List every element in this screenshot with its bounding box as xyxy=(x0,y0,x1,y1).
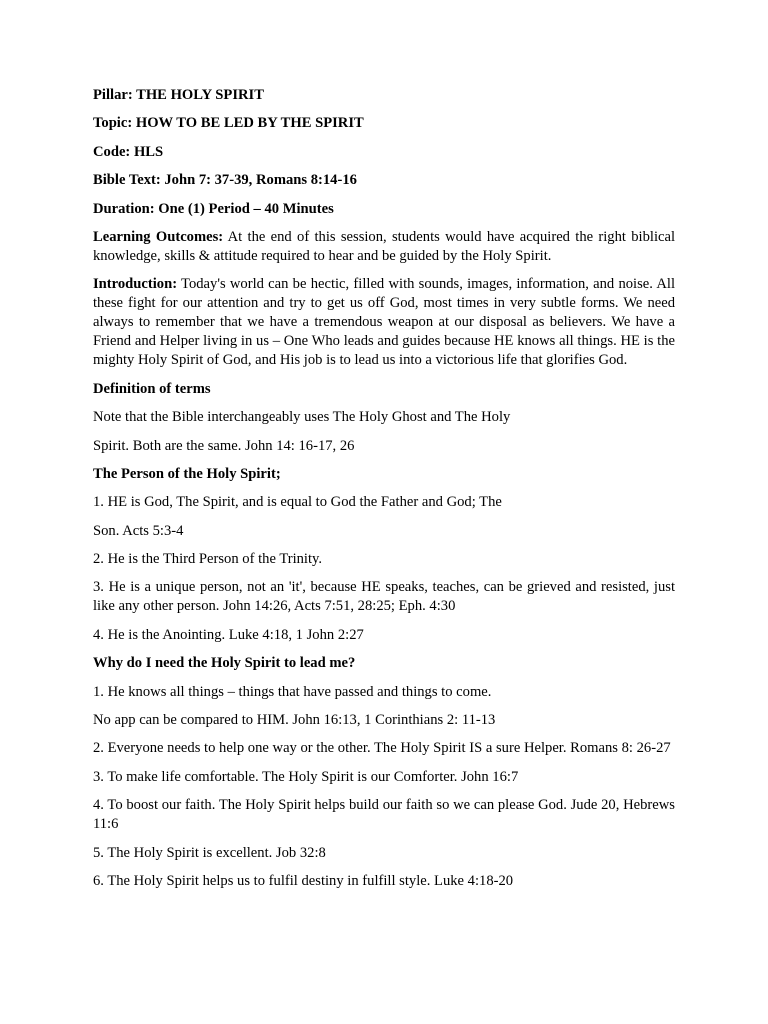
person-item-3: 3. He is a unique person, not an 'it', because HE speaks, teaches, can be grieved and resisted, just like any other person. John 14:26, Acts 7:51, 28:25; Eph. 4:30 xyxy=(93,579,675,615)
person-item-4: 4. He is the Anointing. Luke 4:18, 1 John 2:27 xyxy=(93,626,364,643)
why-item-1a: 1. He knows all things – things that have passed and things to come. xyxy=(93,683,492,700)
introduction-paragraph xyxy=(93,275,675,370)
why-heading: Why do I need the Holy Spirit to lead me? xyxy=(93,655,356,672)
introduction-label: Introduction: xyxy=(93,276,178,293)
why-item-1b: No app can be compared to HIM. John 16:13, 1 Corinthians 2: 11-13 xyxy=(93,712,496,729)
bible-text-heading: Bible Text: John 7: 37-39, Romans 8:14-16 xyxy=(93,172,357,189)
person-heading: The Person of the Holy Spirit; xyxy=(93,465,281,482)
definition-line-1: Note that the Bible interchangeably uses The Holy Ghost and The Holy xyxy=(93,409,511,426)
why-item-2: 2. Everyone needs to help one way or the other. The Holy Spirit IS a sure Helper. Romans 8: 26-27 xyxy=(93,740,671,757)
learning-outcomes-label: Learning Outcomes: xyxy=(93,228,224,245)
document-page xyxy=(93,86,675,900)
why-item-6: 6. The Holy Spirit helps us to fulfil destiny in fulfill style. Luke 4:18-20 xyxy=(93,872,514,889)
why-item-5: 5. The Holy Spirit is excellent. Job 32:8 xyxy=(93,844,326,861)
definition-heading: Definition of terms xyxy=(93,380,211,397)
topic-heading: Topic: HOW TO BE LED BY THE SPIRIT xyxy=(93,115,364,132)
duration-heading: Duration: One (1) Period – 40 Minutes xyxy=(93,200,334,217)
definition-line-2: Spirit. Both are the same. John 14: 16-17, 26 xyxy=(93,437,355,454)
person-item-2: 2. He is the Third Person of the Trinity. xyxy=(93,551,323,568)
person-item-1b: Son. Acts 5:3-4 xyxy=(93,522,184,539)
learning-outcomes-paragraph xyxy=(93,228,675,266)
learning-outcomes-text: At the end of this session, students would have acquired the right biblical knowledge, skills & attitude required to hear and be guided by the Holy Spirit. xyxy=(93,228,676,264)
why-item-4: 4. To boost our faith. The Holy Spirit helps build our faith so we can please God. Jude 20, Hebrews 11:6 xyxy=(93,797,675,833)
why-item-3: 3. To make life comfortable. The Holy Spirit is our Comforter. John 16:7 xyxy=(93,768,519,785)
code-heading: Code: HLS xyxy=(93,143,164,160)
pillar-heading: Pillar: THE HOLY SPIRIT xyxy=(93,87,264,103)
person-item-1a: 1. HE is God, The Spirit, and is equal to God the Father and God; The xyxy=(93,494,502,511)
introduction-text: Today's world can be hectic, filled with sounds, images, information, and noise. All these fight for our attention and try to get us off God, most times in very subtle forms. We need always to remember that we have a tremendous weapon at our disposal as believers. We have a Friend and Helper living in us – One Who leads and guides because HE knows all things. HE is the mighty Holy Spirit of God, and His job is to lead us into a victorious life that glorifies God. xyxy=(93,276,675,369)
